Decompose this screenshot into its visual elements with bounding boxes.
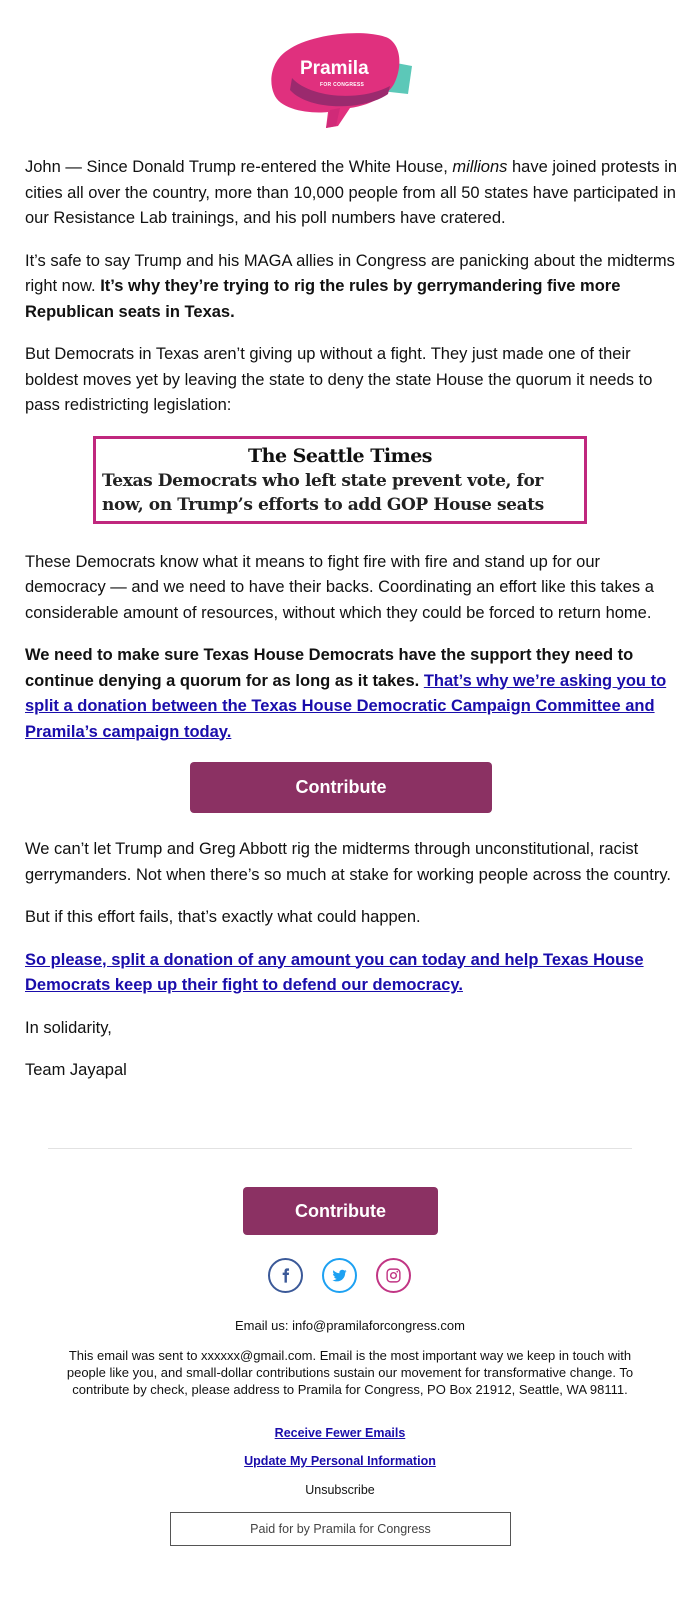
logo-brush-graphic [270, 28, 416, 132]
footer-divider [48, 1148, 632, 1149]
instagram-icon[interactable] [376, 1258, 411, 1293]
paragraph-intro: John — Since Donald Trump re-entered the White House, millions have joined protests in cities all over the country, more than 10,000 people from all 50 states have participated in our Resistance Lab trainings, and his poll numbers have cratered. [25, 158, 678, 227]
signature: Team Jayapal [25, 1061, 127, 1079]
donate-any-amount-link[interactable]: So please, split a donation of any amount you can today and help Texas House Democrats keep up their fight to defend our democracy. [25, 950, 644, 994]
facebook-icon[interactable] [268, 1258, 303, 1293]
campaign-logo [270, 28, 416, 132]
twitter-icon[interactable] [322, 1258, 357, 1293]
footer-contribute-button[interactable]: Contribute [243, 1187, 438, 1235]
logo-subtitle: FOR CONGRESS [320, 82, 365, 88]
signoff: In solidarity, [25, 1018, 112, 1037]
news-clipping [93, 436, 587, 524]
unsubscribe-link[interactable]: Unsubscribe [305, 1483, 375, 1497]
logo-wordmark: Pramila [300, 58, 369, 79]
footer-notice: This email was sent to xxxxxx@gmail.com. Email is the most important way we keep in touch with people like you, and small-dollar contributions sustain our movement for transformative change. To contribute by check, please address to Pramila for Congress, PO Box 21912, Seattle, WA 98111. [66, 1348, 634, 1397]
contribute-button[interactable]: Contribute [190, 762, 492, 813]
paragraph-fails: But if this effort fails, that’s exactly what could happen. [25, 908, 421, 926]
paragraph-abbott: We can’t let Trump and Greg Abbott rig the midterms through unconstitutional, racist gerrymanders. Not when there’s so much at stake for working people across the country. [25, 840, 671, 884]
paragraph-fire: These Democrats know what it means to fight fire with fire and stand up for our democracy — and we need to have their backs. Coordinating an effort like this takes a considerable amount of resources, without which they could be forced to return home. [25, 552, 654, 622]
split-donation-link[interactable]: That’s why we’re asking you to split a donation between the Texas House Democratic Campaign Committee and Pramila’s campaign today. [25, 671, 667, 741]
paragraph-maga: It’s safe to say Trump and his MAGA allies in Congress are panicking about the midterms right now. It’s why they’re trying to rig the rules by gerrymandering five more Republican seats in Texas. [25, 251, 675, 321]
clipping-publication: The Seattle Times [248, 444, 432, 467]
paragraph-democrats: But Democrats in Texas aren’t giving up without a fight. They just made one of their boldest moves yet by leaving the state to deny the state House the quorum it needs to pass redistricting legislation: [25, 345, 653, 414]
paragraph-please [25, 948, 680, 999]
receive-fewer-emails-link[interactable]: Receive Fewer Emails [274, 1426, 406, 1440]
footer-email-us: Email us: info@pramilaforcongress.com [235, 1318, 465, 1333]
update-personal-info-link[interactable]: Update My Personal Information [244, 1454, 436, 1468]
paragraph-ask: We need to make sure Texas House Democrats have the support they need to continue denying a quorum for as long as it takes. That’s why we’re asking you to split a donation between the Texas House Democratic Campaign Committee and Pramila’s campaign today. [25, 646, 667, 741]
paid-for-disclaimer: Paid for by Pramila for Congress [170, 1512, 511, 1546]
email-body [25, 155, 680, 1101]
clipping-headline: Texas Democrats who left state prevent vote, for now, on Trump’s efforts to add GOP House seats [102, 470, 544, 515]
